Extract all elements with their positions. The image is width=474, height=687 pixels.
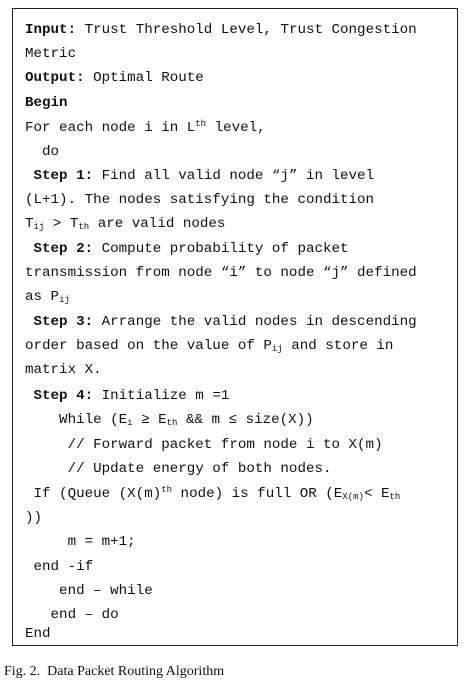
- while-text: While (E: [25, 412, 128, 428]
- output-line: [25, 69, 204, 87]
- gt-t: > T: [44, 216, 79, 232]
- order-text: order based on the value of P: [25, 338, 272, 354]
- subscript-th: th: [78, 222, 90, 232]
- step3-line-3: matrix X.: [25, 362, 102, 378]
- step3-line-2: [25, 337, 393, 355]
- as-p: as P: [25, 289, 60, 305]
- step1-line-3: [25, 215, 225, 233]
- if-condition: node) is full OR (E: [172, 486, 343, 502]
- subscript-th: th: [389, 492, 401, 502]
- if-line-cont: )): [25, 510, 43, 526]
- do-line: do: [25, 144, 60, 160]
- step4-text: Initialize m =1: [93, 388, 230, 404]
- end-if-line: end -if: [25, 559, 94, 575]
- end-line: End: [25, 626, 51, 642]
- step4-line: [25, 387, 229, 405]
- for-each-line: [25, 119, 266, 137]
- subscript-ij: ij: [59, 295, 70, 305]
- step3-label: Step 3:: [25, 314, 94, 330]
- t-symbol: T: [25, 216, 34, 232]
- valid-nodes-text: are valid nodes: [89, 216, 226, 232]
- ge-e: ≥ E: [132, 412, 167, 428]
- subscript-i: i: [127, 418, 133, 428]
- subscript-th: th: [166, 418, 178, 428]
- step2-text: Compute probability of packet: [93, 241, 349, 257]
- step2-line: [25, 240, 349, 258]
- for-each-text-end: level,: [206, 120, 266, 136]
- input-line: [25, 21, 417, 39]
- input-text: Trust Threshold Level, Trust Congestion: [76, 22, 417, 38]
- step4-label: Step 4:: [25, 388, 94, 404]
- output-keyword: Output:: [25, 70, 85, 86]
- while-line: [25, 411, 314, 429]
- step2-line-3: [25, 288, 70, 306]
- step1-line-2: (L+1). The nodes satisfying the condition: [25, 192, 375, 208]
- step1-label: Step 1:: [25, 168, 94, 184]
- step3-text: Arrange the valid nodes in descending: [93, 314, 417, 330]
- input-line-cont: Metric: [25, 46, 77, 62]
- input-keyword: Input:: [25, 22, 77, 38]
- comment-update: // Update energy of both nodes.: [25, 461, 332, 477]
- subscript-xm: X(m): [342, 492, 364, 502]
- superscript-th: th: [161, 485, 173, 495]
- end-while-line: end – while: [25, 583, 153, 599]
- if-text: If (Queue (X(m): [25, 486, 162, 502]
- subscript-ij: ij: [271, 344, 283, 354]
- figure-caption: Fig. 2. Data Packet Routing Algorithm: [4, 664, 225, 679]
- for-each-text: For each node i in L: [25, 120, 196, 136]
- output-text: Optimal Route: [84, 70, 204, 86]
- step1-line: [25, 167, 374, 185]
- step3-line: [25, 313, 417, 331]
- end-do-line: end – do: [25, 607, 119, 623]
- if-line: [25, 485, 400, 503]
- algorithm-box: [12, 8, 458, 646]
- store-text: and store in: [282, 338, 394, 354]
- step1-text: Find all valid node “j” in level: [93, 168, 375, 184]
- while-condition: && m ≤ size(X)): [177, 412, 314, 428]
- subscript-ij: ij: [33, 222, 45, 232]
- comment-forward: // Forward packet from node i to X(m): [25, 437, 383, 453]
- step2-line-2: transmission from node “i” to node “j” defined: [25, 265, 417, 281]
- lt-e: < E: [363, 486, 390, 502]
- superscript-th: th: [195, 119, 207, 129]
- step2-label: Step 2:: [25, 241, 94, 257]
- begin-keyword: Begin: [25, 95, 68, 111]
- increment-line: m = m+1;: [25, 534, 136, 550]
